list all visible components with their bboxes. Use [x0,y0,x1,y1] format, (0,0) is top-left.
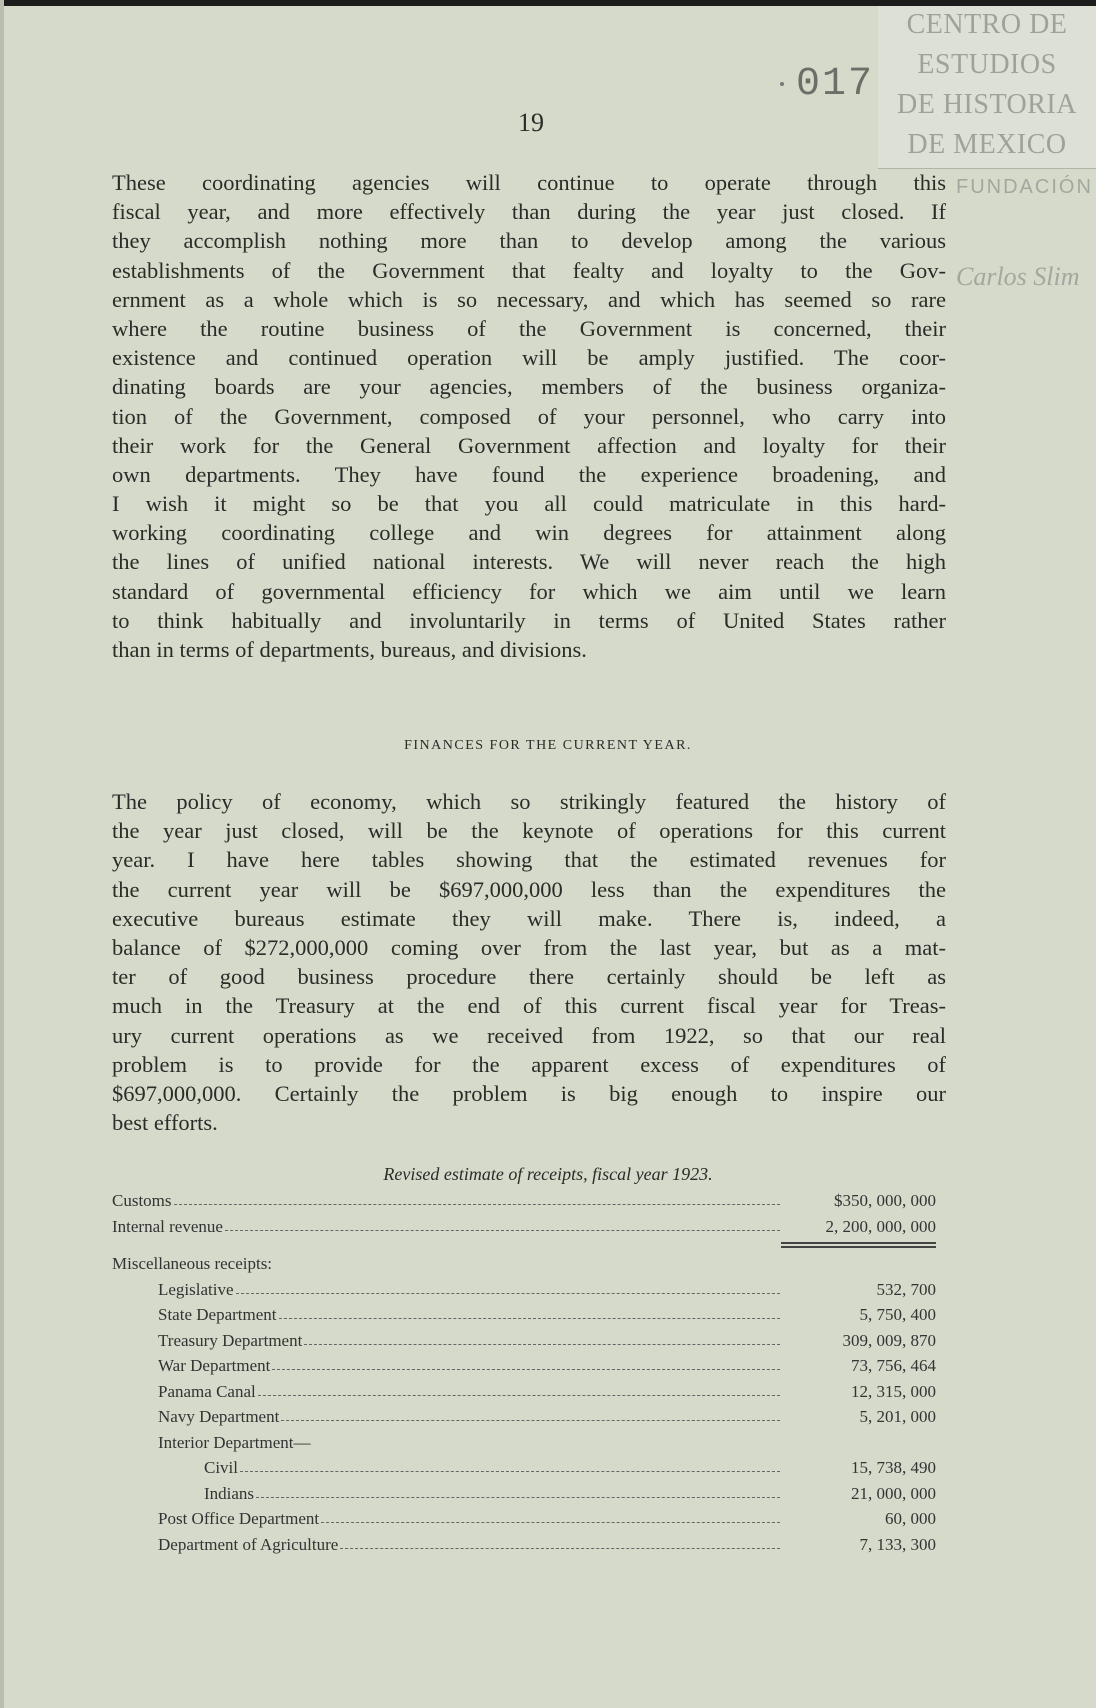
ink-speck [780,82,784,86]
section-heading: FINANCES FOR THE CURRENT YEAR. [404,738,692,753]
text-line: I wish it might so be that you all could matriculate in this hard- [112,491,946,517]
row-amount: 532, 700 [876,1279,936,1299]
dot-leader [236,1293,780,1294]
row-label: Customs [112,1191,172,1210]
row-amount: 60, 000 [885,1509,936,1528]
row-amount: 309, 009, 870 [842,1330,936,1350]
text-line: much in the Treasury at the end of this current fiscal year for Treas- [112,993,946,1019]
dot-leader [272,1369,780,1370]
row-label: War Department [158,1356,271,1375]
page-number: 19 [518,108,544,137]
row-label: Post Office Department [158,1509,320,1528]
watermark-line: DE MEXICO [907,129,1067,160]
text-line: the year just closed, will be the keynote of operations for this current [112,818,946,844]
row-label: State Department [158,1305,277,1324]
dot-leader [281,1420,780,1421]
row-label: Civil [204,1458,239,1477]
row-label: Indians [204,1483,255,1503]
text-line: to think habitually and involuntarily in terms of United States rather [112,607,946,633]
text-line: The policy of economy, which so strikingly featured the history of [112,789,946,814]
text-line: working coordinating college and win degrees for attainment along [112,520,946,546]
table-row [112,1430,936,1456]
dot-leader [340,1548,780,1549]
dot-leader [258,1395,780,1396]
row-amount: 21, 000, 000 [851,1483,936,1503]
watermark-fundacion: FUNDACIÓN [956,176,1093,198]
watermark-line: ESTUDIOS [917,49,1057,80]
table-row [112,1251,936,1277]
table-row [112,1302,936,1328]
archive-stamp-number: 017 [796,62,875,107]
text-line: establishments of the Government that fealty and loyalty to the Gov- [112,257,946,283]
watermark-line: DE HISTORIA [897,89,1077,120]
watermark-signature: Carlos Slim [956,262,1080,291]
row-label: Interior Department— [158,1432,311,1452]
table-row [112,1277,936,1303]
text-line: they accomplish nothing more than to develop among the various [112,228,946,254]
double-rule [112,1239,936,1251]
row-amount: $350, 000, 000 [834,1191,936,1210]
row-label: Miscellaneous receipts: [112,1254,273,1273]
row-label: Panama Canal [158,1381,256,1401]
text-line: balance of $272,000,000 coming over from the last year, but as a mat- [112,934,946,960]
text-line: best efforts. [112,1110,218,1136]
text-line: own departments. They have found the experience broadening, and [112,461,946,487]
text-line: the lines of unified national interests. We will never reach the high [112,549,946,575]
paragraph-finances [112,787,946,1137]
text-line: their work for the General Government affection and loyalty for their [112,432,946,458]
dot-leader [240,1471,780,1472]
table-row [112,1353,936,1379]
row-amount: 5, 750, 400 [859,1305,936,1324]
table-row [112,1506,936,1532]
table-row [112,1379,936,1405]
row-label: Legislative [158,1279,234,1299]
row-label: Treasury Department [158,1330,303,1350]
text-line: $697,000,000. Certainly the problem is big enough to inspire our [112,1080,946,1106]
text-line: year. I have here tables showing that the estimated revenues for [112,847,946,873]
row-label: Navy Department [158,1407,280,1426]
table-row [112,1188,936,1214]
text-line: where the routine business of the Government is concerned, their [112,315,946,341]
watermark-line: CENTRO DE [906,9,1068,40]
row-amount: 2, 200, 000, 000 [825,1216,936,1236]
scan-left-edge [0,0,4,1708]
text-line: ter of good business procedure there certainly should be left as [112,964,946,990]
text-line: existence and continued operation will be amply justified. The coor- [112,345,946,371]
text-line: ury current operations as we received from 1922, so that our real [112,1022,946,1048]
text-line: fiscal year, and more effectively than during the year just closed. If [112,199,946,225]
row-label: Internal revenue [112,1216,223,1236]
row-amount: 73, 756, 464 [851,1356,936,1375]
row-amount: 7, 133, 300 [859,1534,936,1554]
dot-leader [256,1497,780,1498]
table-row [112,1532,936,1558]
text-line: standard of governmental efficiency for which we aim until we learn [112,578,946,604]
receipts-table [112,1188,936,1557]
table-row [112,1481,936,1507]
row-amount: 12, 315, 000 [851,1381,936,1401]
watermark-block [878,6,1096,168]
table-caption: Revised estimate of receipts, fiscal year 1923. [383,1164,713,1184]
text-line: the current year will be $697,000,000 less than the expenditures the [112,876,946,902]
row-amount: 15, 738, 490 [851,1458,936,1477]
text-line: These coordinating agencies will continue to operate through this [112,170,946,195]
text-line: dinating boards are your agencies, members of the business organiza- [112,374,946,400]
text-line: than in terms of departments, bureaus, and divisions. [112,637,587,662]
row-label: Department of Agriculture [158,1534,339,1554]
table-row [112,1455,936,1481]
text-line: problem is to provide for the apparent excess of expenditures of [112,1051,946,1077]
dot-leader [174,1204,780,1205]
text-line: ernment as a whole which is so necessary, and which has seemed so rare [112,286,946,312]
row-amount: 5, 201, 000 [859,1407,936,1426]
table-row [112,1404,936,1430]
dot-leader [225,1230,780,1231]
dot-leader [321,1522,780,1523]
text-line: tion of the Government, composed of your personnel, who carry into [112,403,946,429]
text-line: executive bureaus estimate they will make. There is, indeed, a [112,905,946,931]
table-row [112,1214,936,1240]
dot-leader [304,1344,780,1345]
table-row [112,1328,936,1354]
paragraph-coordinating-agencies [112,168,946,664]
dot-leader [279,1318,781,1319]
